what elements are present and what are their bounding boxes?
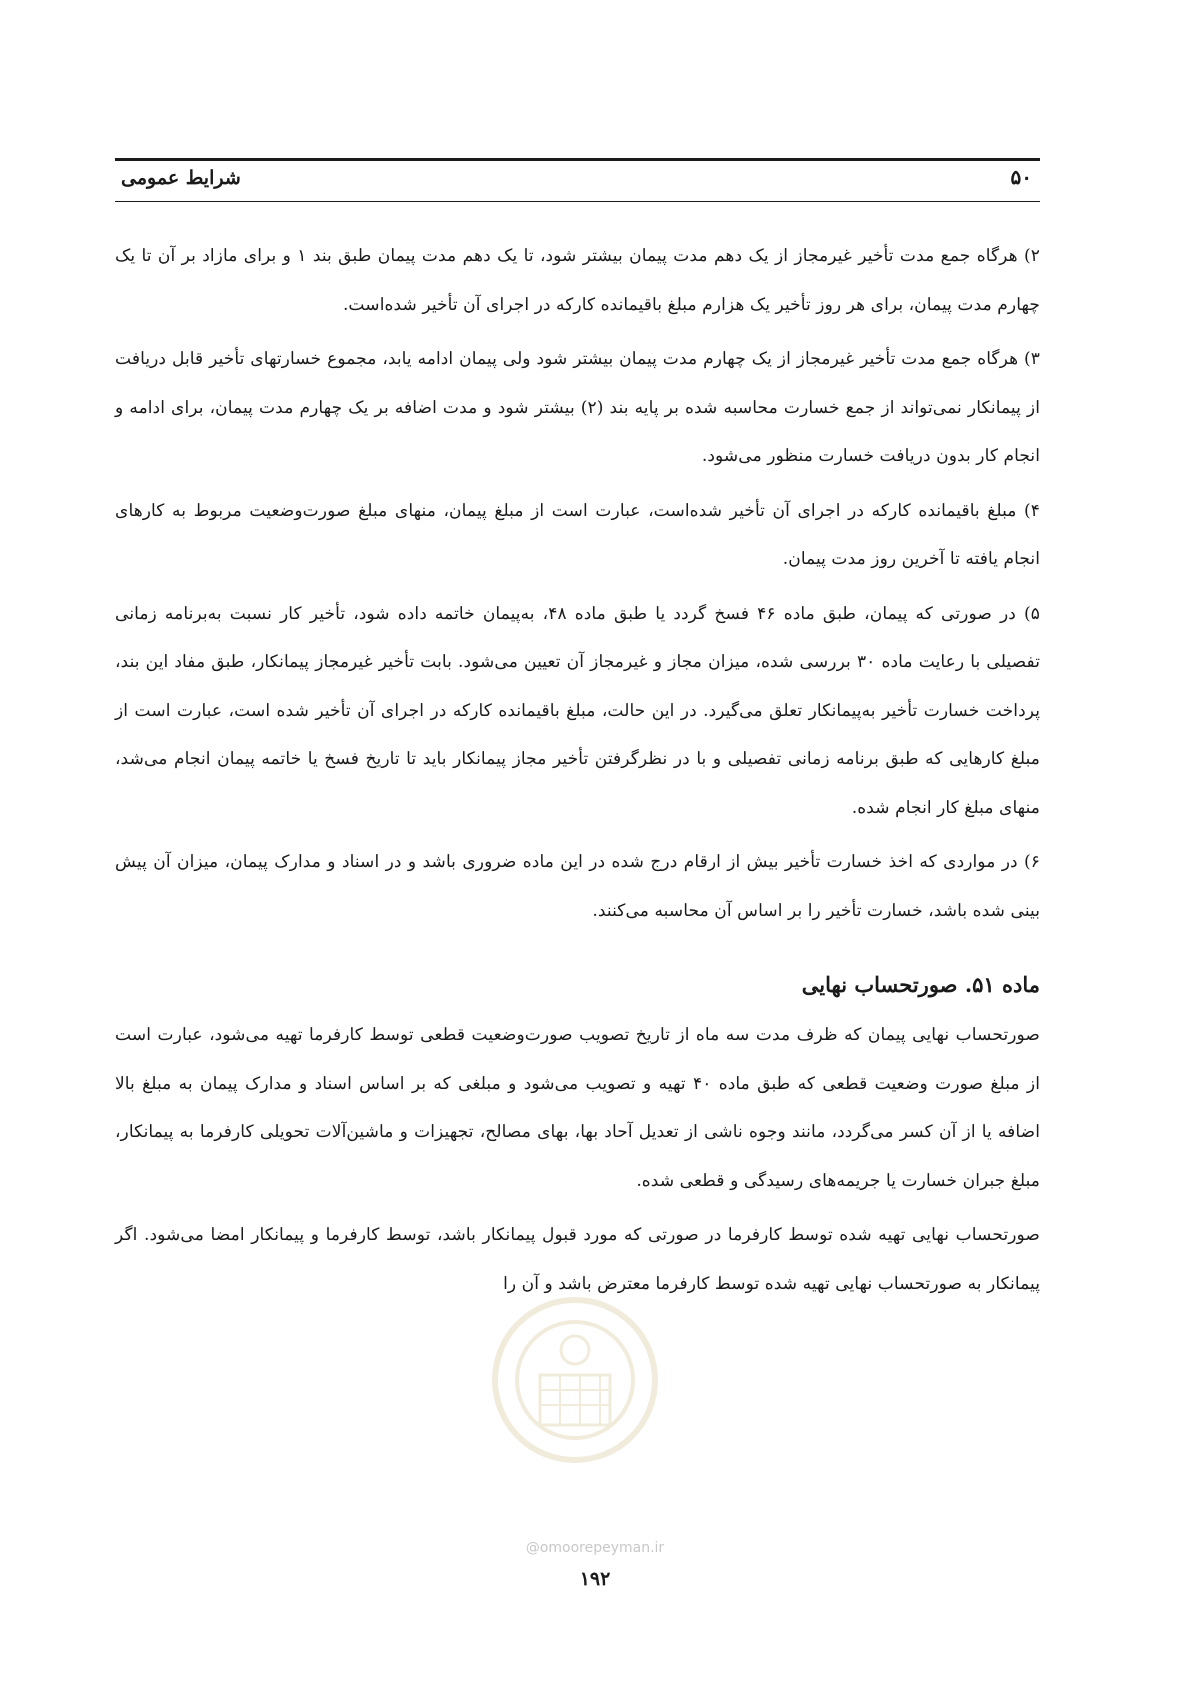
header-page-ref: ۵۰ [1010,165,1032,189]
section-paragraph-2: صورتحساب نهایی تهیه شده توسط کارفرما در صورتی که مورد قبول پیمانکار باشد، توسط کارفرما و پیمانکار امضا می‌شود. اگر پیمانکار به صورتحساب نهایی تهیه شده توسط کارفرما معترض باشد و آن را [115,1225,1040,1294]
header-title: شرایط عمومی [121,167,241,189]
paragraph-2: ۲) هرگاه جمع مدت تأخیر غیرمجاز از یک دهم مدت پیمان بیشتر شود، تا یک دهم مدت پیمان طبق بند ۱ و برای مازاد بر آن تا یک چهارم مدت پیمان، برای هر روز تأخیر یک هزارم مبلغ باقیمانده کارکه در اجرای آن تأخیر شده‌است. [115,246,1040,315]
paragraph-3: ۳) هرگاه جمع مدت تأخیر غیرمجاز از یک چهارم مدت پیمان بیشتر شود ولی پیمان ادامه یابد، مجموع خسارتهای تأخیر قابل دریافت از پیمانکار نمی‌تواند از جمع خسارت محاسبه شده بر پایه بند (۲) بیشتر شود و مدت اضافه بر یک چهارم مدت پیمان، برای ادامه و انجام کار بدون دریافت خسارت منظور می‌شود. [115,349,1040,466]
section-paragraph-1: صورتحساب نهایی پیمان که ظرف مدت سه ماه از تاریخ تصویب صورت‌وضعیت قطعی توسط کارفرما تهیه می‌شود، عبارت است از مبلغ صورت وضعیت قطعی که طبق ماده ۴۰ تهیه و تصویب می‌شود و مبلغی که بر اساس اسناد و مدارک پیمان به مبلغ بالا اضافه یا از آن کسر می‌گردد، مانند وجوه ناشی از تعدیل آحاد بها، بهای مصالح، تجهیزات و ماشین‌آلات تحویلی کارفرما به پیمانکار، مبلغ جبران خسارت یا جریمه‌های رسیدگی و قطعی شده. [115,1025,1040,1191]
paragraph-4: ۴) مبلغ باقیمانده کارکه در اجرای آن تأخیر شده‌است، عبارت است از مبلغ پیمان، منهای مبلغ صورت‌وضعیت مربوط به کارهای انجام یافته تا آخرین روز مدت پیمان. [115,500,1040,569]
document-body [115,232,1040,1314]
paragraph-6: ۶) در مواردی که اخذ خسارت تأخیر بیش از ارقام درج شده در این ماده ضروری باشد و در اسناد و مدارک پیمان، میزان آن پیش بینی شده باشد، خسارت تأخیر را بر اساس آن محاسبه می‌کنند. [115,852,1040,921]
section-title-article-51: ماده ۵۱. صورتحساب نهایی [801,972,1040,997]
paragraph-5: ۵) در صورتی که پیمان، طبق ماده ۴۶ فسخ گردد یا طبق ماده ۴۸، به‌پیمان خاتمه داده شود، تأخیر کار نسبت به‌برنامه زمانی تفصیلی با رعایت ماده ۳۰ بررسی شده، میزان مجاز و غیرمجاز آن تعیین می‌شود. بابت تأخیر غیرمجاز پیمانکار، طبق مفاد این بند، پرداخت خسارت تأخیر به‌پیمانکار تعلق می‌گیرد. در این حالت، مبلغ باقیمانده کارکه در اجرای آن تأخیر شده است، عبارت است از مبلغ کارهایی که طبق برنامه زمانی تفصیلی و با در نظرگرفتن تأخیر مجاز پیمانکار باید تا تاریخ فسخ یا خاتمه پیمان انجام می‌شد، منهای مبلغ کار انجام شده. [115,603,1040,818]
running-header [115,158,1040,202]
watermark-seal-icon [480,1270,670,1490]
watermark-url: @omoorepeyman.ir [525,1540,665,1556]
page-number: ۱۹۲ [579,1568,611,1590]
